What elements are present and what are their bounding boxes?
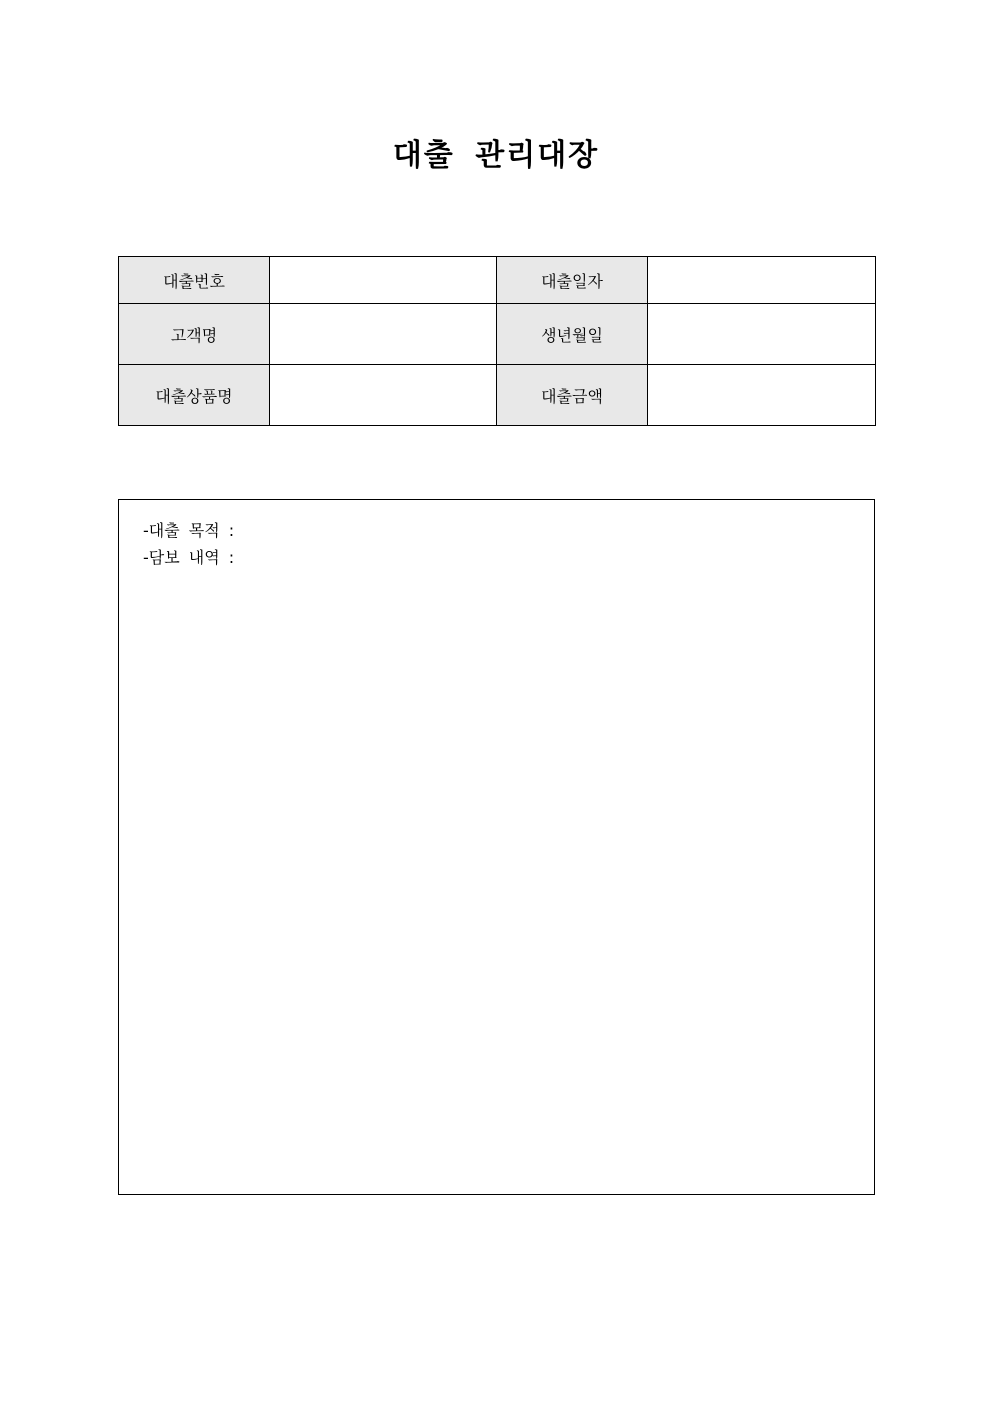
customer-name-label: 고객명: [119, 304, 270, 365]
collateral-line: -담보 내역 :: [143, 548, 235, 567]
table-row: [119, 257, 876, 304]
loan-product-value[interactable]: [270, 365, 497, 426]
loan-amount-label: 대출금액: [497, 365, 648, 426]
birth-date-label: 생년월일: [497, 304, 648, 365]
loan-product-label: 대출상품명: [119, 365, 270, 426]
document-title: 대출 관리대장: [392, 138, 600, 173]
table-row: [119, 304, 876, 365]
loan-number-value[interactable]: [270, 257, 497, 304]
loan-amount-value[interactable]: [648, 365, 876, 426]
loan-date-value[interactable]: [648, 257, 876, 304]
notes-box[interactable]: [118, 499, 875, 1195]
loan-info-table: [118, 256, 876, 426]
table-row: [119, 365, 876, 426]
customer-name-value[interactable]: [270, 304, 497, 365]
loan-number-label: 대출번호: [119, 257, 270, 304]
birth-date-value[interactable]: [648, 304, 876, 365]
loan-date-label: 대출일자: [497, 257, 648, 304]
loan-purpose-line: -대출 목적 :: [143, 521, 235, 540]
